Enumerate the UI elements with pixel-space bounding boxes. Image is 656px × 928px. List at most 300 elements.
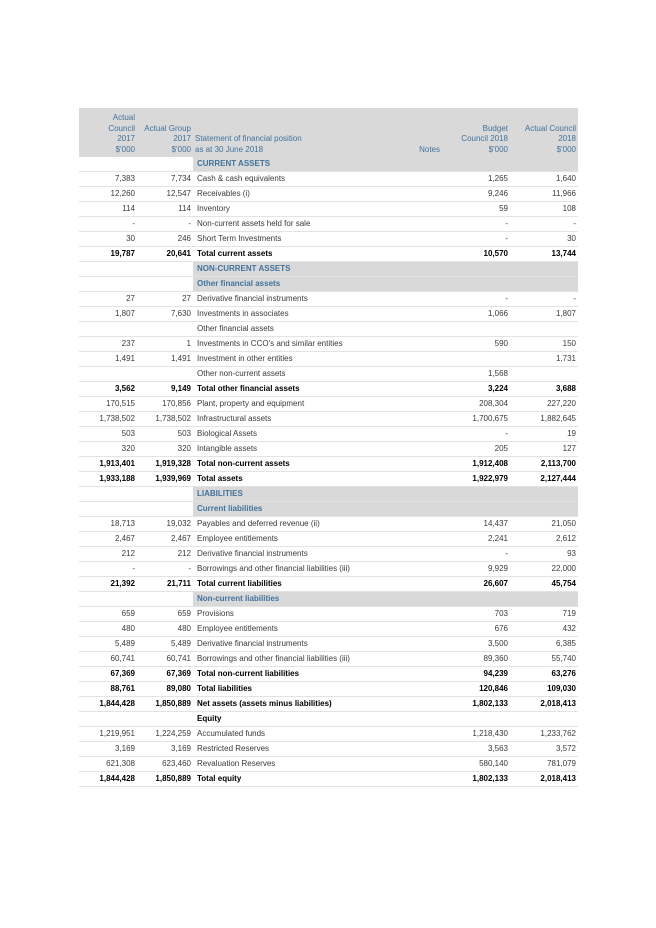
- line-item-label: Total other financial assets: [193, 382, 412, 397]
- empty-cell: [442, 262, 510, 277]
- line-item-label: Investments in associates: [193, 307, 412, 322]
- empty-cell: [412, 262, 442, 277]
- actual-council-2018-cell: 109,030: [510, 682, 578, 697]
- table-row: [79, 622, 578, 637]
- table-row: [79, 367, 578, 382]
- line-item-label: Non-current assets held for sale: [193, 217, 412, 232]
- actual-group-2017-cell: 246: [137, 232, 193, 247]
- total-row: [79, 457, 578, 472]
- section-heading-label: Non-current liabilities: [193, 592, 412, 607]
- table-row: [79, 562, 578, 577]
- actual-council-2018-cell: 22,000: [510, 562, 578, 577]
- actual-council-2018-cell: 55,740: [510, 652, 578, 667]
- empty-cell: [412, 592, 442, 607]
- actual-council-2017-cell: 1,219,951: [79, 727, 137, 742]
- empty-cell: [137, 712, 193, 727]
- line-item-label: Short Term Investments: [193, 232, 412, 247]
- notes-cell: [412, 607, 442, 622]
- empty-cell: [510, 277, 578, 292]
- actual-group-2017-cell: 170,856: [137, 397, 193, 412]
- line-item-label: Borrowings and other financial liabilities (iii): [193, 562, 412, 577]
- header-text: $'000: [488, 144, 508, 154]
- notes-cell: [412, 322, 442, 337]
- line-item-label: Provisions: [193, 607, 412, 622]
- actual-group-2017-cell: 1,738,502: [137, 412, 193, 427]
- actual-council-2017-cell: 60,741: [79, 652, 137, 667]
- notes-cell: [412, 457, 442, 472]
- actual-group-2017-cell: 320: [137, 442, 193, 457]
- actual-council-2018-cell: 1,640: [510, 172, 578, 187]
- actual-council-2017-cell: 2,467: [79, 532, 137, 547]
- table-row: [79, 187, 578, 202]
- budget-council-2018-cell: 89,360: [442, 652, 510, 667]
- empty-cell: [79, 157, 137, 172]
- actual-group-2017-cell: 212: [137, 547, 193, 562]
- section-heading-label: Other financial assets: [193, 277, 412, 292]
- actual-council-2018-cell: 63,276: [510, 667, 578, 682]
- empty-cell: [412, 712, 442, 727]
- budget-council-2018-cell: 3,224: [442, 382, 510, 397]
- actual-council-2018-cell: 432: [510, 622, 578, 637]
- section-heading-label: Current liabilities: [193, 502, 412, 517]
- actual-council-2018-cell: 1,807: [510, 307, 578, 322]
- actual-council-2017-cell: 19,787: [79, 247, 137, 262]
- actual-council-2017-cell: 1,738,502: [79, 412, 137, 427]
- empty-cell: [79, 487, 137, 502]
- actual-council-2017-cell: [79, 322, 137, 337]
- notes-cell: [412, 772, 442, 787]
- actual-group-2017-cell: 1,491: [137, 352, 193, 367]
- budget-council-2018-cell: 14,437: [442, 517, 510, 532]
- budget-council-2018-cell: 2,241: [442, 532, 510, 547]
- actual-council-2017-cell: -: [79, 217, 137, 232]
- actual-council-2017-cell: 320: [79, 442, 137, 457]
- actual-council-2017-cell: 621,308: [79, 757, 137, 772]
- empty-cell: [137, 262, 193, 277]
- actual-group-2017-cell: 1,850,889: [137, 697, 193, 712]
- notes-cell: [412, 727, 442, 742]
- budget-council-2018-cell: 208,304: [442, 397, 510, 412]
- actual-council-2017-cell: 237: [79, 337, 137, 352]
- table-row: [79, 337, 578, 352]
- actual-council-2018-cell: 3,572: [510, 742, 578, 757]
- notes-cell: [412, 412, 442, 427]
- table-row: [79, 307, 578, 322]
- notes-cell: [412, 337, 442, 352]
- line-item-label: Derivative financial instruments: [193, 637, 412, 652]
- actual-group-2017-cell: 1,939,969: [137, 472, 193, 487]
- actual-council-2018-cell: 2,018,413: [510, 697, 578, 712]
- empty-cell: [442, 712, 510, 727]
- notes-cell: [412, 202, 442, 217]
- section-heading-label: NON-CURRENT ASSETS: [193, 262, 412, 277]
- section-heading-row: [79, 712, 578, 727]
- actual-council-2018-cell: 781,079: [510, 757, 578, 772]
- actual-council-2017-cell: 1,491: [79, 352, 137, 367]
- budget-council-2018-cell: 26,607: [442, 577, 510, 592]
- header-text: $'000: [171, 144, 191, 154]
- line-item-label: Other financial assets: [193, 322, 412, 337]
- budget-council-2018-cell: -: [442, 292, 510, 307]
- notes-cell: [412, 637, 442, 652]
- actual-council-2018-cell: 13,744: [510, 247, 578, 262]
- header-text: Council: [108, 123, 135, 133]
- header-text: $'000: [556, 144, 576, 154]
- actual-group-2017-cell: 503: [137, 427, 193, 442]
- line-item-label: Derivative financial instruments: [193, 292, 412, 307]
- section-heading-row: [79, 262, 578, 277]
- actual-council-2018-cell: 719: [510, 607, 578, 622]
- line-item-label: Total current assets: [193, 247, 412, 262]
- table-row: [79, 352, 578, 367]
- empty-cell: [137, 502, 193, 517]
- section-heading-label: Equity: [193, 712, 412, 727]
- budget-council-2018-cell: 1,568: [442, 367, 510, 382]
- actual-council-2018-cell: [510, 367, 578, 382]
- actual-council-2017-cell: 27: [79, 292, 137, 307]
- section-heading-row: [79, 487, 578, 502]
- header-statement-title: [193, 108, 412, 157]
- header-text: Statement of financial position: [195, 134, 302, 143]
- notes-cell: [412, 352, 442, 367]
- notes-cell: [412, 652, 442, 667]
- line-item-label: Receivables (i): [193, 187, 412, 202]
- budget-council-2018-cell: 1,066: [442, 307, 510, 322]
- actual-council-2017-cell: 114: [79, 202, 137, 217]
- line-item-label: Total non-current assets: [193, 457, 412, 472]
- table-row: [79, 202, 578, 217]
- actual-council-2017-cell: 1,844,428: [79, 697, 137, 712]
- actual-council-2017-cell: 30: [79, 232, 137, 247]
- notes-cell: [412, 292, 442, 307]
- actual-council-2018-cell: 2,612: [510, 532, 578, 547]
- actual-council-2018-cell: 21,050: [510, 517, 578, 532]
- table-row: [79, 442, 578, 457]
- empty-cell: [412, 502, 442, 517]
- actual-group-2017-cell: 1,850,889: [137, 772, 193, 787]
- line-item-label: Total current liabilities: [193, 577, 412, 592]
- empty-cell: [137, 277, 193, 292]
- budget-council-2018-cell: 1,922,979: [442, 472, 510, 487]
- header-text: 2018: [558, 134, 576, 143]
- actual-group-2017-cell: -: [137, 217, 193, 232]
- empty-cell: [510, 262, 578, 277]
- notes-cell: [412, 667, 442, 682]
- budget-council-2018-cell: 676: [442, 622, 510, 637]
- budget-council-2018-cell: 1,912,408: [442, 457, 510, 472]
- notes-cell: [412, 232, 442, 247]
- table-row: [79, 517, 578, 532]
- header-actual-group-2017: [137, 108, 193, 157]
- actual-group-2017-cell: 27: [137, 292, 193, 307]
- total-row: [79, 382, 578, 397]
- table-row: [79, 427, 578, 442]
- empty-cell: [442, 277, 510, 292]
- empty-cell: [510, 502, 578, 517]
- header-actual-council-2018: [510, 108, 578, 157]
- actual-council-2017-cell: 21,392: [79, 577, 137, 592]
- notes-cell: [412, 187, 442, 202]
- actual-group-2017-cell: [137, 322, 193, 337]
- actual-council-2017-cell: 1,807: [79, 307, 137, 322]
- budget-council-2018-cell: -: [442, 217, 510, 232]
- line-item-label: Inventory: [193, 202, 412, 217]
- notes-cell: [412, 442, 442, 457]
- financial-statement-page: [79, 108, 578, 787]
- actual-group-2017-cell: 1: [137, 337, 193, 352]
- budget-council-2018-cell: 1,802,133: [442, 697, 510, 712]
- notes-cell: [412, 622, 442, 637]
- actual-group-2017-cell: 9,149: [137, 382, 193, 397]
- table-row: [79, 397, 578, 412]
- budget-council-2018-cell: 703: [442, 607, 510, 622]
- actual-council-2017-cell: 67,369: [79, 667, 137, 682]
- table-row: [79, 652, 578, 667]
- notes-cell: [412, 247, 442, 262]
- section-heading-row: [79, 592, 578, 607]
- budget-council-2018-cell: [442, 352, 510, 367]
- header-text: as at 30 June 2018: [195, 144, 264, 154]
- actual-council-2018-cell: 2,127,444: [510, 472, 578, 487]
- table-row: [79, 757, 578, 772]
- header-text: 2017: [173, 134, 191, 143]
- actual-group-2017-cell: 12,547: [137, 187, 193, 202]
- table-body: [79, 157, 578, 787]
- actual-group-2017-cell: -: [137, 562, 193, 577]
- actual-group-2017-cell: 67,369: [137, 667, 193, 682]
- budget-council-2018-cell: 1,265: [442, 172, 510, 187]
- actual-group-2017-cell: 60,741: [137, 652, 193, 667]
- table-row: [79, 172, 578, 187]
- empty-cell: [79, 262, 137, 277]
- notes-cell: [412, 397, 442, 412]
- notes-cell: [412, 562, 442, 577]
- budget-council-2018-cell: 9,246: [442, 187, 510, 202]
- budget-council-2018-cell: 590: [442, 337, 510, 352]
- empty-cell: [79, 277, 137, 292]
- actual-council-2017-cell: 659: [79, 607, 137, 622]
- empty-cell: [79, 592, 137, 607]
- line-item-label: Total assets: [193, 472, 412, 487]
- line-item-label: Total non-current liabilities: [193, 667, 412, 682]
- total-row: [79, 772, 578, 787]
- actual-council-2018-cell: 108: [510, 202, 578, 217]
- header-text: Notes: [419, 144, 440, 154]
- budget-council-2018-cell: -: [442, 547, 510, 562]
- actual-council-2017-cell: 170,515: [79, 397, 137, 412]
- table-row: [79, 322, 578, 337]
- actual-group-2017-cell: 114: [137, 202, 193, 217]
- section-heading-row: [79, 157, 578, 172]
- actual-group-2017-cell: 480: [137, 622, 193, 637]
- budget-council-2018-cell: 1,700,675: [442, 412, 510, 427]
- actual-council-2017-cell: 212: [79, 547, 137, 562]
- table-row: [79, 532, 578, 547]
- header-text: 2017: [117, 134, 135, 143]
- actual-council-2017-cell: 480: [79, 622, 137, 637]
- budget-council-2018-cell: 1,218,430: [442, 727, 510, 742]
- table-row: [79, 547, 578, 562]
- table-row: [79, 727, 578, 742]
- actual-council-2018-cell: 2,018,413: [510, 772, 578, 787]
- total-row: [79, 472, 578, 487]
- table-row: [79, 742, 578, 757]
- actual-group-2017-cell: 659: [137, 607, 193, 622]
- empty-cell: [442, 157, 510, 172]
- total-row: [79, 697, 578, 712]
- notes-cell: [412, 532, 442, 547]
- budget-council-2018-cell: -: [442, 232, 510, 247]
- line-item-label: Investment in other entities: [193, 352, 412, 367]
- header-text: Budget: [482, 123, 508, 133]
- actual-council-2018-cell: 127: [510, 442, 578, 457]
- empty-cell: [510, 157, 578, 172]
- empty-cell: [442, 487, 510, 502]
- line-item-label: Investments in CCO's and similar entities: [193, 337, 412, 352]
- budget-council-2018-cell: 120,846: [442, 682, 510, 697]
- line-item-label: Derivative financial instruments: [193, 547, 412, 562]
- actual-council-2017-cell: 1,844,428: [79, 772, 137, 787]
- actual-group-2017-cell: 5,489: [137, 637, 193, 652]
- section-heading-row: [79, 277, 578, 292]
- actual-group-2017-cell: 19,032: [137, 517, 193, 532]
- table-row: [79, 292, 578, 307]
- actual-group-2017-cell: 7,734: [137, 172, 193, 187]
- notes-cell: [412, 382, 442, 397]
- financial-position-table: [79, 108, 578, 787]
- empty-cell: [79, 502, 137, 517]
- line-item-label: Borrowings and other financial liabilities (iii): [193, 652, 412, 667]
- line-item-label: Infrastructural assets: [193, 412, 412, 427]
- actual-council-2018-cell: 2,113,700: [510, 457, 578, 472]
- budget-council-2018-cell: 205: [442, 442, 510, 457]
- header-text: Council 2018: [461, 134, 508, 143]
- line-item-label: Plant, property and equipment: [193, 397, 412, 412]
- actual-group-2017-cell: 3,169: [137, 742, 193, 757]
- section-heading-label: LIABILITIES: [193, 487, 412, 502]
- actual-council-2018-cell: 6,385: [510, 637, 578, 652]
- notes-cell: [412, 472, 442, 487]
- actual-council-2017-cell: 3,169: [79, 742, 137, 757]
- line-item-label: Cash & cash equivalents: [193, 172, 412, 187]
- line-item-label: Total equity: [193, 772, 412, 787]
- budget-council-2018-cell: 3,563: [442, 742, 510, 757]
- actual-council-2017-cell: 12,260: [79, 187, 137, 202]
- notes-cell: [412, 517, 442, 532]
- actual-council-2018-cell: 1,882,645: [510, 412, 578, 427]
- actual-council-2018-cell: -: [510, 292, 578, 307]
- actual-council-2017-cell: 5,489: [79, 637, 137, 652]
- total-row: [79, 247, 578, 262]
- budget-council-2018-cell: 94,239: [442, 667, 510, 682]
- header-text: $'000: [115, 144, 135, 154]
- actual-council-2017-cell: 88,761: [79, 682, 137, 697]
- line-item-label: Restricted Reserves: [193, 742, 412, 757]
- actual-council-2018-cell: 45,754: [510, 577, 578, 592]
- budget-council-2018-cell: 9,929: [442, 562, 510, 577]
- notes-cell: [412, 577, 442, 592]
- actual-council-2018-cell: 1,731: [510, 352, 578, 367]
- empty-cell: [412, 157, 442, 172]
- actual-council-2017-cell: 1,913,401: [79, 457, 137, 472]
- notes-cell: [412, 547, 442, 562]
- line-item-label: Total liabilities: [193, 682, 412, 697]
- line-item-label: Revaluation Reserves: [193, 757, 412, 772]
- actual-council-2017-cell: 3,562: [79, 382, 137, 397]
- empty-cell: [412, 277, 442, 292]
- actual-group-2017-cell: 623,460: [137, 757, 193, 772]
- actual-group-2017-cell: 7,630: [137, 307, 193, 322]
- actual-council-2018-cell: 227,220: [510, 397, 578, 412]
- actual-council-2017-cell: 503: [79, 427, 137, 442]
- actual-council-2018-cell: 150: [510, 337, 578, 352]
- line-item-label: Employee entitlements: [193, 622, 412, 637]
- actual-group-2017-cell: 20,641: [137, 247, 193, 262]
- notes-cell: [412, 307, 442, 322]
- notes-cell: [412, 742, 442, 757]
- actual-council-2017-cell: 18,713: [79, 517, 137, 532]
- header-text: Actual Council: [524, 123, 576, 133]
- empty-cell: [137, 157, 193, 172]
- line-item-label: Payables and deferred revenue (ii): [193, 517, 412, 532]
- budget-council-2018-cell: 59: [442, 202, 510, 217]
- header-notes: [412, 108, 442, 157]
- line-item-label: Accumulated funds: [193, 727, 412, 742]
- total-row: [79, 682, 578, 697]
- empty-cell: [412, 487, 442, 502]
- actual-council-2017-cell: -: [79, 562, 137, 577]
- empty-cell: [137, 592, 193, 607]
- actual-council-2018-cell: 30: [510, 232, 578, 247]
- header-text: Actual: [112, 113, 135, 122]
- notes-cell: [412, 682, 442, 697]
- header-budget-council-2018: [442, 108, 510, 157]
- empty-cell: [510, 592, 578, 607]
- actual-group-2017-cell: 89,080: [137, 682, 193, 697]
- empty-cell: [442, 502, 510, 517]
- actual-council-2018-cell: 3,688: [510, 382, 578, 397]
- notes-cell: [412, 367, 442, 382]
- actual-group-2017-cell: [137, 367, 193, 382]
- empty-cell: [442, 592, 510, 607]
- actual-council-2018-cell: 1,233,762: [510, 727, 578, 742]
- budget-council-2018-cell: 10,570: [442, 247, 510, 262]
- table-row: [79, 217, 578, 232]
- table-row: [79, 232, 578, 247]
- actual-council-2018-cell: 93: [510, 547, 578, 562]
- empty-cell: [510, 487, 578, 502]
- section-heading-row: [79, 502, 578, 517]
- actual-group-2017-cell: 1,224,259: [137, 727, 193, 742]
- actual-council-2017-cell: 1,933,188: [79, 472, 137, 487]
- budget-council-2018-cell: 3,500: [442, 637, 510, 652]
- budget-council-2018-cell: [442, 322, 510, 337]
- notes-cell: [412, 697, 442, 712]
- table-row: [79, 412, 578, 427]
- line-item-label: Employee entitlements: [193, 532, 412, 547]
- notes-cell: [412, 217, 442, 232]
- budget-council-2018-cell: 1,802,133: [442, 772, 510, 787]
- actual-council-2018-cell: -: [510, 217, 578, 232]
- budget-council-2018-cell: 580,140: [442, 757, 510, 772]
- header-text: Actual Group: [144, 123, 191, 133]
- budget-council-2018-cell: -: [442, 427, 510, 442]
- actual-council-2018-cell: [510, 322, 578, 337]
- line-item-label: Net assets (assets minus liabilities): [193, 697, 412, 712]
- header-actual-council-2017: [79, 108, 137, 157]
- section-heading-label: CURRENT ASSETS: [193, 157, 412, 172]
- notes-cell: [412, 172, 442, 187]
